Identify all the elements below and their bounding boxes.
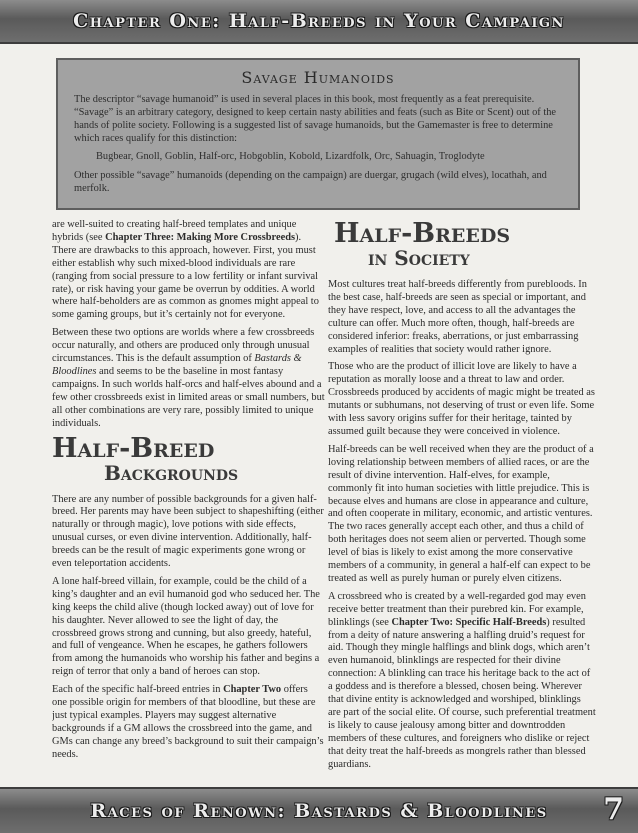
body-paragraph: A lone half-breed villain, for example, could be the child of a king’s daughter and an evil humanoid god who seduced her. The king keeps the child alive (though locked away) out of love for his daughter. Never allowed to see the light of day, the crossbreed grows strong and cunning, but also greedy, hateful, and full of vengeance. When he escapes, he gathers followers from among the humanoids who worship his father and begins a reign of terror that only a band of heroes can stop. — [52, 575, 320, 678]
body-paragraph: are well-suited to creating half-breed templates and unique hybrids (see Chapter Three: Making More Crossbreeds). There are drawbacks to this approach, however. First, you must either establish why such mixed-blood individuals are rare (ranging from social pressure to a low fertility or infant survival rate), or risk having your game be overrun by oddities. A world where half-beholders are as common as gnomes might appeal to some gaming groups, but it’s certainly not for everyone. — [52, 219, 319, 321]
chapter-title: Chapter One: Half-Breeds in Your Campaign — [73, 10, 565, 32]
body-paragraph: Between these two options are worlds where a few crossbreeds occur naturally, and others are produced only through unusual circumstances. This is the default assumption of Bastards & Bloodlines and seems to be the baseline in most fantasy campaigns. In such worlds half-orcs and half-elves abound and a few other crossbreeds exist in limited areas or small numbers, but all other combinations are very rare, possibly limited to unique individuals. — [52, 327, 325, 429]
section-heading-half-breed-backgrounds: Half-Breed Backgrounds — [52, 432, 239, 485]
page-number: 7 — [603, 792, 624, 827]
body-paragraph: There are any number of possible backgrounds for a given half-breed. Her parents may have been subject to shapeshifting (either naturally or through magic), love potions with side effects, unusual curses, or even divine intervention. Additionally, half-breeds can be the result of magic experiments gone wrong or even teleportation accidents. — [52, 493, 324, 570]
left-column — [52, 219, 325, 781]
body-paragraph: Each of the specific half-breed entries in Chapter Two offers one possible origin for members of that bloodline, but these are just typical examples. Players may suggest alternative backgrounds if a GM allows the crossbreed into the game, and GMs can change any breed’s background to suit their campaign’s needs. — [52, 684, 324, 760]
sidebar-paragraph: The descriptor “savage humanoid” is used in several places in this book, most frequently as a feat prerequisite. “Savage” is an arbitrary category, designed to keep certain nasty abilities and feats (such as Bite or Scent) out of the hands of polite society. Following is a suggested list of savage humanoids, but the Gamemaster is free to determine which races qualify for this distinction: — [74, 94, 557, 144]
book-title: Races of Renown: Bastards & Bloodlines — [90, 800, 548, 822]
savage-humanoids-sidebar — [56, 58, 580, 210]
sidebar-paragraph: Other possible “savage” humanoids (depending on the campaign) are duergar, grugach (wild elves), locathah, and merfolk. — [74, 170, 547, 194]
right-column — [328, 219, 596, 781]
section-heading-half-breeds-in-society: Half-Breeds in Society — [334, 219, 511, 270]
chapter-reference: Chapter Three: Making More Crossbreeds — [105, 231, 296, 243]
sidebar-race-list: Bugbear, Gnoll, Goblin, Half-orc, Hobgoblin, Kobold, Lizardfolk, Orc, Sahuagin, Troglodyte — [96, 151, 485, 162]
sidebar-title: Savage Humanoids — [241, 68, 395, 87]
body-paragraph: Most cultures treat half-breeds differently from purebloods. In the best case, half-breeds are seen as special or important, and they have respect, love, and access to all the advantages the culture can offer. Much more often, though, half-breeds are considered inferior: freaks, aberrations, or just embarrassing examples of realities that society would rather ignore. — [328, 279, 587, 355]
body-paragraph: Those who are the product of illicit love are likely to have a reputation as morally loose and a threat to law and order. Crossbreeds produced by accidents of magic might be treated as mutants or subhumans, not deserving of trust or even life. Some with less savory origins suffer for their heritage, tainted by assumed guilt because they were conceived in violence. — [328, 361, 595, 437]
chapter-reference: Chapter Two — [223, 684, 282, 696]
book-title-reference: Bastards & Bloodlines — [52, 353, 302, 377]
chapter-header-banner — [0, 0, 638, 44]
body-paragraph: Half-breeds can be well received when they are the product of a loving relationship between members of allied races, or are the result of divine intervention. Half-elves, for example, commonly fit into human societies with little prejudice. This is because elves and humans are close in appearance and culture, and often cooperate in military, economic, and artistic ventures. The two races generally accept each other, and thus a child of both heritages does not seem alien or perverted. Though some level of bias is likely to exist among the more conservative members of a community, in general a half-elf can expect to be treated as well as purely human or purely elven citizens. — [328, 443, 594, 584]
footer-banner — [0, 787, 638, 833]
chapter-reference: Chapter Two: Specific Half-Breeds — [391, 616, 547, 628]
body-paragraph: A crossbreed who is created by a well-regarded god may even receive better treatment than their purebred kin. For example, blinklings (see Chapter Two: Specific Half-Breeds) resulted from a deity of nature answering a halfling druid’s request for aid. Though they mingle halflings and blink dogs, which aren’t even humanoid, blinklings are respected for their divine connection: A blinkling can trace his heritage back to the act of a goddess and is therefore a blessed, chosen being. Wherever that divine entity is acknowledged and worshiped, blinklings are part of the social elite. Of course, such preferential treatment is likely to cause jealousy among bitter and downtrodden members of these cultures, and foreigners who dislike or reject that deity treat the half-breeds as mongrels rather than blessed guardians. — [328, 590, 596, 770]
